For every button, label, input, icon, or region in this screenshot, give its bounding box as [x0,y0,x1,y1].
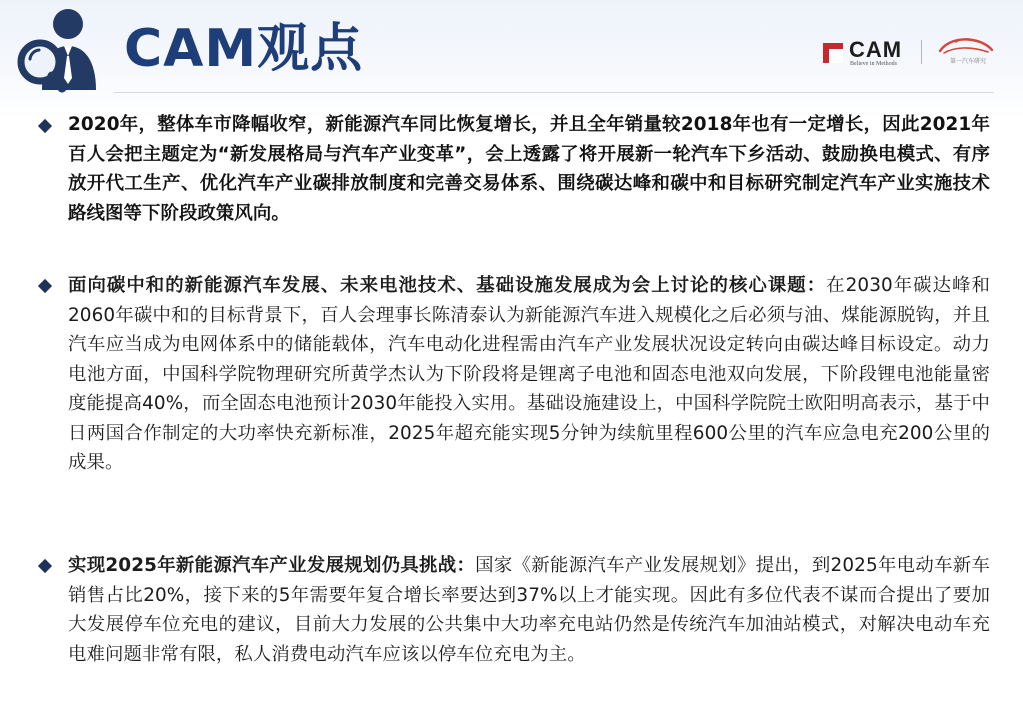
header-divider [114,92,994,93]
point-2-lead: 面向碳中和的新能源汽车发展、未来电池技术、基础设施发展成为会上讨论的核心课题： [68,275,827,296]
point-1-text: 2020年，整体车市降幅收窄，新能源汽车同比恢复增长，并且全年销量较2018年也有一定增长，因此2021年百人会把主题定为“新发展格局与汽车产业变革”，会上透露了将开展新一轮汽车下乡活动、鼓励换电模式、有序放开代工生产、优化汽车产业碳排放制度和完善交易体系、围绕碳达峰和碳中和目标研究制定汽车产业实施技术路线图等下阶段政策风向。 [68,114,990,224]
point-2-text: 在2030年碳达峰和2060年碳中和的目标背景下，百人会理事长陈清泰认为新能源汽车进入规模化之后必须与油、煤能源脱钩，并且汽车应当成为电网体系中的储能载体，汽车电动化进程需由汽车产业发展状况设定转向由碳达峰目标设定。动力电池方面，中国科学院物理研究所黄学杰认为下阶段将是锂离子电池和固态电池双向发展，下阶段锂电池能量密度能提高40%，而全固态电池预计2030年能投入实用。基础设施建设上，中国科学院院士欧阳明高表示，基于中日两国合作制定的大功率快充新标准，2025年超充能实现5分钟为续航里程600公里的汽车应急电充200公里的成果。 [68,275,990,473]
bullet-icon [38,559,52,573]
point-3-text: 国家《新能源汽车产业发展规划》提出，到2025年电动车新车销售占比20%，接下来的5年需要年复合增长率要达到37%以上才能实现。因此有多位代表不谋而合提出了要加大发展停车位充电的建议，目前大力发展的公共集中大功率充电站仍然是传统汽车加油站模式，对解决电动车充电难问题非常有限，私人消费电动汽车应该以停车位充电为主。 [68,555,990,665]
page-title: CAM观点 [124,19,364,79]
cam-logo-slogan: Believe in Methods [850,61,897,67]
bullet-icon [38,279,52,293]
car-logo-caption: 第一汽车研究 [949,58,986,65]
point-3-lead: 实现2025年新能源汽车产业发展规划仍具挑战： [68,555,476,576]
cam-logo [823,37,915,67]
point-1 [68,110,990,228]
point-2 [68,271,990,478]
user-search-icon [14,4,106,94]
bullet-icon [38,119,52,133]
cam-logo-text: CAM [849,37,903,62]
car-logo [934,34,996,68]
point-3 [68,551,990,669]
car-icon [934,34,996,58]
cam-logo-mark [823,43,843,63]
logo-divider [921,40,922,64]
